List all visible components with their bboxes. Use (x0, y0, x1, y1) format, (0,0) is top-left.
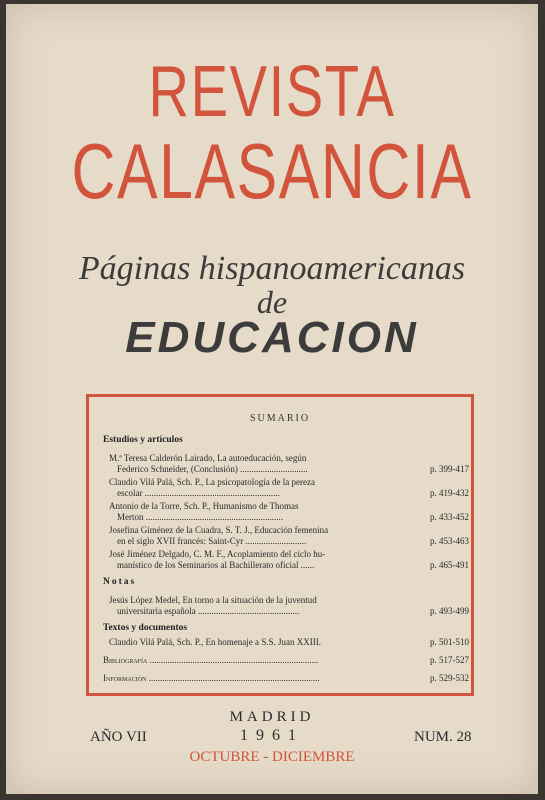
volume-label: AÑO VII (90, 729, 147, 745)
year-label: 1961 (240, 727, 304, 744)
entry-line: M.ª Teresa Calderón Lairado, La autoeducación, según (109, 453, 307, 463)
issue-number-label: NUM. 28 (414, 729, 472, 745)
contents-heading: SUMARIO (249, 413, 311, 424)
entry-page: p. 399-417 (426, 464, 469, 475)
title-line-2: CALASANCIA (71, 127, 473, 215)
section-heading-notes: Notas (103, 577, 137, 587)
contents-entry (109, 477, 469, 499)
contents-entry (109, 525, 469, 547)
entry-line: universitaria española ............................................. (117, 606, 300, 616)
entry-page: p. 465-491 (426, 560, 469, 571)
entry-line: Bibliografía ........................................................................... (103, 655, 319, 665)
contents-entry (109, 549, 469, 571)
entry-line: Josefina Giménez de la Cuadra, S. T. J., Educación femenina (109, 525, 329, 535)
title-line-1: REVISTA (148, 52, 396, 132)
entry-line: José Jiménez Delgado, C. M. F., Acoplamiento del ciclo hu- (109, 549, 326, 559)
entry-page: p. 517-527 (426, 655, 469, 666)
entry-line: Claudio Vilá Palá, Sch. P., La psicopatología de la pereza (109, 477, 315, 487)
entry-page: p. 433-452 (426, 512, 469, 523)
subtitle-line-3: EDUCACION (125, 313, 419, 362)
section-heading-texts: Textos y documentos (103, 623, 188, 633)
entry-line: Merton ............................................................. (117, 512, 283, 522)
entry-line: Jesús López Medel, En torno a la situación de la juventud (109, 595, 317, 605)
entry-page: p. 419-432 (426, 488, 469, 499)
entry-line: en el siglo XVII francés: Saint-Cyr ........................... (117, 536, 307, 546)
entry-line: Federico Schneider, (Conclusión) .............................. (117, 464, 308, 474)
entry-page: p. 453-463 (426, 536, 469, 547)
magazine-cover (6, 4, 538, 794)
contents-entry (109, 637, 469, 648)
subtitle-line-2: de (256, 284, 288, 320)
entry-page: p. 501-510 (426, 637, 469, 648)
contents-entry (103, 673, 469, 684)
contents-entry (109, 501, 469, 523)
city-label: MADRID (229, 709, 315, 725)
entry-page: p. 529-532 (426, 673, 469, 684)
entry-line: Información ............................................................................ (103, 673, 320, 683)
entry-line: manístico de los Seminarios al Bachillerato oficial ...... (117, 560, 315, 570)
subtitle-line-1: Páginas hispanoamericanas (78, 250, 466, 287)
entry-line: escolar ............................................................ (117, 488, 280, 498)
period-label: OCTUBRE - DICIEMBRE (189, 749, 355, 765)
contents-box (86, 394, 474, 696)
entry-line: Antonio de la Torre, Sch. P., Humanismo de Thomas (109, 501, 299, 511)
contents-entry (103, 655, 469, 666)
entry-page: p. 493-499 (426, 606, 469, 617)
section-heading-studies: Estudios y artículos (103, 435, 183, 445)
entry-line: Claudio Vilá Palá, Sch. P., En homenaje a S.S. Juan XXIII. (109, 637, 322, 647)
contents-entry (109, 453, 469, 475)
contents-entry (109, 595, 469, 617)
